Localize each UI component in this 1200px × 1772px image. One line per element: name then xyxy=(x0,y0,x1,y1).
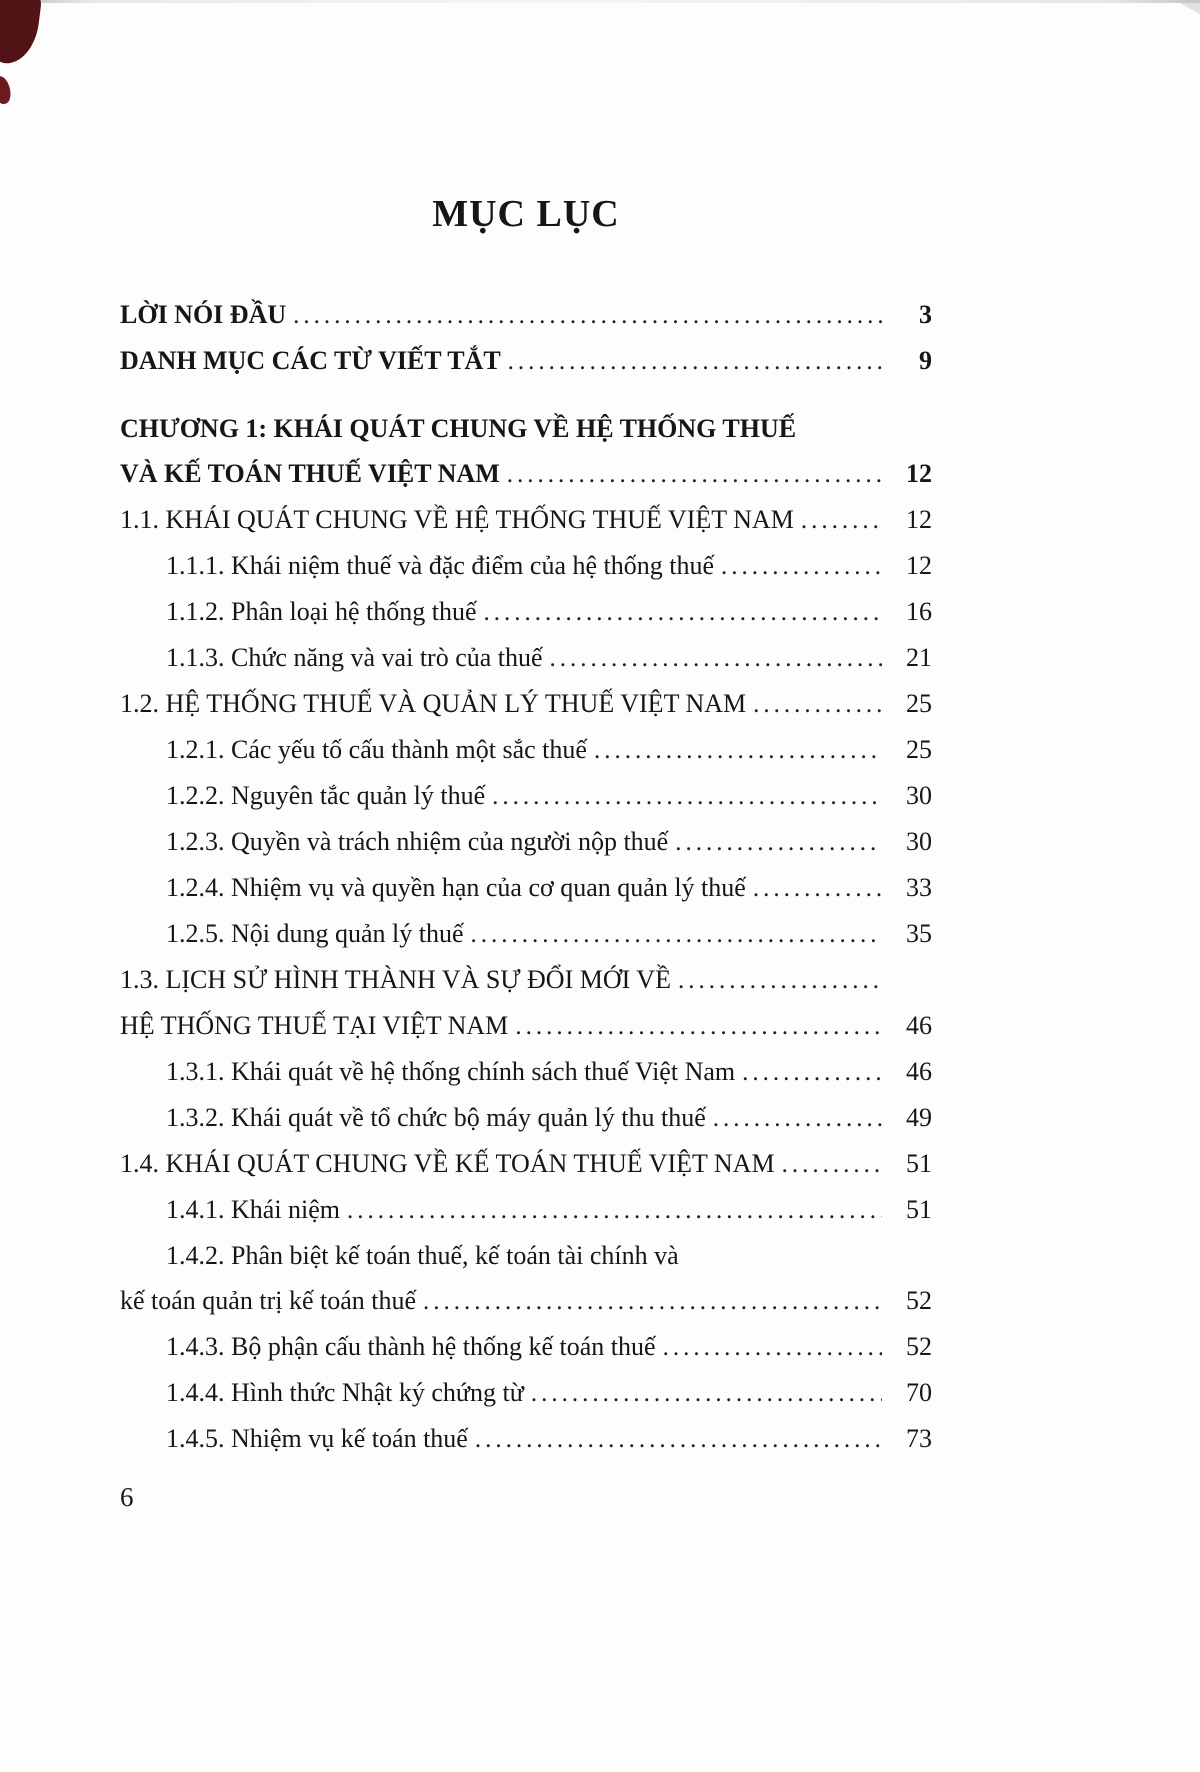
dot-leader xyxy=(675,819,882,865)
toc-entry-page-number: 12 xyxy=(906,505,932,534)
toc-entry-page-number: 3 xyxy=(919,300,932,329)
dot-leader xyxy=(471,911,882,957)
toc-entry xyxy=(120,1049,932,1095)
toc-entry xyxy=(120,497,932,543)
toc-entry-text: 1.4.2. Phân biệt kế toán thuế, kế toán tài chính và xyxy=(166,1241,679,1270)
toc-entry xyxy=(120,1278,932,1324)
dot-leader xyxy=(801,497,882,543)
toc-entry-text: 1.2.1. Các yếu tố cấu thành một sắc thuế xyxy=(166,735,587,764)
toc-entry-text: kế toán quản trị kế toán thuế xyxy=(120,1286,417,1315)
toc-list xyxy=(120,292,932,1462)
dot-leader xyxy=(550,635,882,681)
toc-entry-page-number: 49 xyxy=(906,1103,932,1132)
dot-leader xyxy=(492,773,882,819)
toc-entry-text: 1.3.2. Khái quát về tổ chức bộ máy quản lý thu thuế xyxy=(166,1103,706,1132)
dot-leader xyxy=(594,727,882,773)
toc-entry-text: 1.2. HỆ THỐNG THUẾ VÀ QUẢN LÝ THUẾ VIỆT NAM xyxy=(120,689,747,718)
toc-entry-page-number: 51 xyxy=(906,1149,932,1178)
toc-entry-text: 1.3. LỊCH SỬ HÌNH THÀNH VÀ SỰ ĐỔI MỚI VỀ xyxy=(120,965,671,994)
scan-corner-artifact xyxy=(0,0,42,67)
toc-entry xyxy=(120,1416,932,1462)
toc-entry-text: 1.1.3. Chức năng và vai trò của thuế xyxy=(166,643,543,672)
dot-leader xyxy=(753,681,882,727)
dot-leader xyxy=(782,1141,882,1187)
dot-leader xyxy=(484,589,882,635)
toc-entry xyxy=(120,1324,932,1370)
toc-entry xyxy=(120,1141,932,1187)
toc-entry-page-number: 21 xyxy=(906,643,932,672)
toc-entry-text: 1.2.5. Nội dung quản lý thuế xyxy=(166,919,464,948)
toc-entry-text: LỜI NÓI ĐẦU xyxy=(120,300,287,329)
scan-corner-right-artifact xyxy=(1174,0,1200,14)
toc-entry xyxy=(120,338,932,384)
dot-leader xyxy=(508,338,882,384)
toc-entry-page-number: 51 xyxy=(906,1195,932,1224)
toc-entry-text: VÀ KẾ TOÁN THUẾ VIỆT NAM xyxy=(120,459,500,488)
toc-entry-page-number: 73 xyxy=(906,1424,932,1453)
dot-leader xyxy=(678,957,882,1003)
toc-entry xyxy=(120,1233,932,1278)
toc-entry-text: 1.2.4. Nhiệm vụ và quyền hạn của cơ quan quản lý thuế xyxy=(166,873,746,902)
toc-entry xyxy=(120,865,932,911)
toc-entry-page-number: 9 xyxy=(919,346,932,375)
toc-entry xyxy=(120,543,932,589)
toc-entry-text: CHƯƠNG 1: KHÁI QUÁT CHUNG VỀ HỆ THỐNG THUẾ xyxy=(120,414,797,443)
toc-entry xyxy=(120,635,932,681)
toc-entry-text: 1.3.1. Khái quát về hệ thống chính sách thuế Việt Nam xyxy=(166,1057,736,1086)
toc-entry-text: 1.4.1. Khái niệm xyxy=(166,1195,341,1224)
toc-entry xyxy=(120,451,932,497)
toc-entry xyxy=(120,292,932,338)
toc-entry xyxy=(120,957,932,1003)
toc-entry-page-number: 52 xyxy=(906,1286,932,1315)
toc-entry-page-number: 30 xyxy=(906,827,932,856)
dot-leader xyxy=(293,292,882,338)
dot-leader xyxy=(507,451,882,497)
dot-leader xyxy=(753,865,882,911)
toc-entry-text: 1.4.4. Hình thức Nhật ký chứng từ xyxy=(166,1378,524,1407)
toc-entry-text: 1.4. KHÁI QUÁT CHUNG VỀ KẾ TOÁN THUẾ VIỆT NAM xyxy=(120,1149,775,1178)
toc-entry-page-number: 52 xyxy=(906,1332,932,1361)
toc-entry xyxy=(120,1003,932,1049)
toc-entry-page-number: 25 xyxy=(906,735,932,764)
toc-entry-page-number: 30 xyxy=(906,781,932,810)
toc-entry-text: 1.1. KHÁI QUÁT CHUNG VỀ HỆ THỐNG THUẾ VIỆT NAM xyxy=(120,505,794,534)
toc-entry-page-number: 33 xyxy=(906,873,932,902)
scan-edge-artifact xyxy=(0,0,1200,3)
dot-leader xyxy=(713,1095,882,1141)
toc-entry xyxy=(120,589,932,635)
toc-entry-page-number: 12 xyxy=(906,459,932,488)
toc-entry xyxy=(120,1095,932,1141)
toc-entry-text: 1.4.3. Bộ phận cấu thành hệ thống kế toán thuế xyxy=(166,1332,656,1361)
toc-entry xyxy=(120,727,932,773)
toc-entry-text: 1.4.5. Nhiệm vụ kế toán thuế xyxy=(166,1424,468,1453)
dot-leader xyxy=(721,543,882,589)
toc-entry-text: 1.1.2. Phân loại hệ thống thuế xyxy=(166,597,477,626)
toc-entry-page-number: 35 xyxy=(906,919,932,948)
toc-entry-text: DANH MỤC CÁC TỪ VIẾT TẮT xyxy=(120,346,501,375)
dot-leader xyxy=(515,1003,882,1049)
toc-entry-page-number: 12 xyxy=(906,551,932,580)
toc-entry xyxy=(120,911,932,957)
toc-entry xyxy=(120,681,932,727)
toc-entry-page-number: 25 xyxy=(906,689,932,718)
toc-entry-text: HỆ THỐNG THUẾ TẠI VIỆT NAM xyxy=(120,1011,509,1040)
footer-page-number: 6 xyxy=(120,1482,134,1512)
toc-entry xyxy=(120,773,932,819)
scan-speck-artifact xyxy=(0,75,13,106)
toc-entry-text: 1.1.1. Khái niệm thuế và đặc điểm của hệ thống thuế xyxy=(166,551,715,580)
dot-leader xyxy=(347,1187,882,1233)
toc-entry-page-number: 46 xyxy=(906,1011,932,1040)
toc-entry xyxy=(120,1370,932,1416)
dot-leader xyxy=(531,1370,882,1416)
dot-leader xyxy=(475,1416,882,1462)
toc-entry-text: 1.2.2. Nguyên tắc quản lý thuế xyxy=(166,781,486,810)
page-title: MỤC LỤC xyxy=(432,193,620,235)
toc-entry xyxy=(120,819,932,865)
toc-entry xyxy=(120,406,932,451)
dot-leader xyxy=(663,1324,882,1370)
toc-entry-page-number: 70 xyxy=(906,1378,932,1407)
dot-leader xyxy=(423,1278,882,1324)
toc-entry-page-number: 16 xyxy=(906,597,932,626)
toc-entry-page-number: 46 xyxy=(906,1057,932,1086)
dot-leader xyxy=(742,1049,882,1095)
toc-entry-text: 1.2.3. Quyền và trách nhiệm của người nộp thuế xyxy=(166,827,669,856)
toc-entry xyxy=(120,1187,932,1233)
